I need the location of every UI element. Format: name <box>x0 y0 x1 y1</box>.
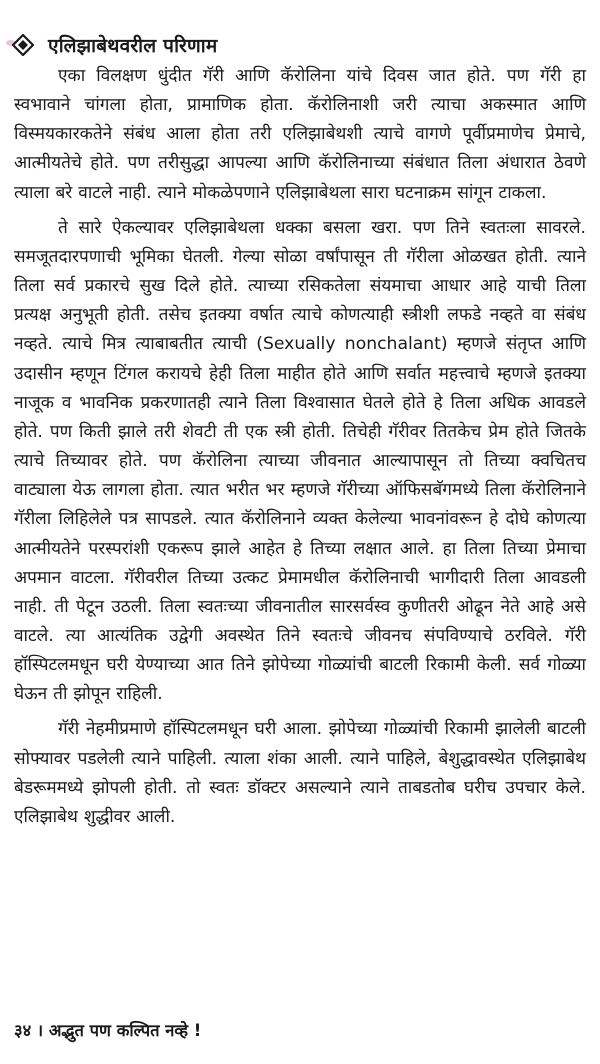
section-heading: एलिझाबेथवरील परिणाम <box>48 35 218 57</box>
body-text <box>14 62 586 832</box>
page-footer: ३४ । अद्भुत पण कल्पित नव्हे ! <box>14 1021 202 1040</box>
paragraph: ते सारे ऐकल्यावर एलिझाबेथला धक्का बसला खरा. पण तिने स्वतःला सावरले. समजूतदारपणाची भूमिका घेतली. गेल्या सोळा वर्षांपासून ती गॅरीला ओळखत होती. त्याने तिला सर्व प्रकारचे सुख दिले होते. त्याच्या रसिकतेला संयमाचा आधार आहे याची तिला प्रत्यक्ष अनुभूती होती. तसेच इतक्या वर्षात त्याचे कोणत्याही स्त्रीशी लफडे नव्हते वा संबंध नव्हते. त्याचे मित्र त्याबाबतीत त्याची (Sexually nonchalant) म्हणजे संतृप्त आणि उदासीन म्हणून टिंगल करायचे हेही तिला माहीत होते आणि सर्वात महत्त्वाचे म्हणजे इतक्या नाजूक व भावनिक प्रकरणातही त्याने तिला विश्वासात घेतले होते हे तिला अधिक आवडले होते. पण किती झाले तरी शेवटी ती एक स्त्री होती. तिचेही गॅरीवर तितकेच प्रेम होते जितके त्याचे तिच्यावर होते. पण कॅरोलिना त्याच्या जीवनात आल्यापासून तो तिच्या क्वचितच वाट्याला येऊ लागला होता. त्यात भरीत भर म्हणजे गॅरीच्या ऑफिसबॅगमध्ये तिला कॅरोलिनाने गॅरीला लिहिलेले पत्र सापडले. त्यात कॅरोलिनाने व्यक्त केलेल्या भावनांवरून हे दोघे कोणत्या आत्मीयतेने परस्परांशी एकरूप झाले आहेत हे तिच्या लक्षात आले. हा तिला तिच्या प्रेमाचा अपमान वाटला. गॅरीवरील तिच्या उत्कट प्रेमामधील कॅरोलिनाची भागीदारी तिला आवडली नाही. ती पेटून उठली. तिला स्वतःच्या जीवनातील सारसर्वस्व कुणीतरी ओढून नेते आहे असे वाटले. त्या आत्यंतिक उद्वेगी अवस्थेत तिने स्वतःचे जीवनच संपविण्याचे ठरविले. गॅरी हॉस्पिटलमधून घरी येण्याच्या आत तिने झोपेच्या गोळ्यांची बाटली रिकामी केली. सर्व गोळ्या घेऊन ती झोपून राहिली. <box>14 217 586 705</box>
section-heading-row <box>12 30 217 60</box>
paragraph: एका विलक्षण धुंदीत गॅरी आणि कॅरोलिना यांचे दिवस जात होते. पण गॅरी हा स्वभावाने चांगला होता, प्रामाणिक होता. कॅरोलिनाशी जरी त्याचा अकस्मात आणि विस्मयकारकतेने संबंध आला होता तरी एलिझाबेथशी त्याचे वागणे पूर्वीप्रमाणेच प्रेमाचे, आत्मीयतेचे होते. पण तरीसुद्धा आपल्या आणि कॅरोलिनाच्या संबंधात तिला अंधारात ठेवणे त्याला बरे वाटले नाही. त्याने मोकळेपणाने एलिझाबेथला सारा घटनाक्रम सांगून टाकला. <box>14 66 586 203</box>
paragraph: गॅरी नेहमीप्रमाणे हॉस्पिटलमधून घरी आला. झोपेच्या गोळ्यांची रिकामी झालेली बाटली सोफ्यावर पडलेली त्याने पाहिली. त्याला शंका आली. त्याने पाहिले, बेशुद्धावस्थेत एलिझाबेथ बेडरूममध्ये झोपली होती. तो स्वतः डॉक्टर असल्याने त्याने ताबडतोब घरीच उपचार केले. एलिझाबेथ शुद्धीवर आली. <box>14 719 586 827</box>
diamond-bullet-icon <box>12 34 34 56</box>
